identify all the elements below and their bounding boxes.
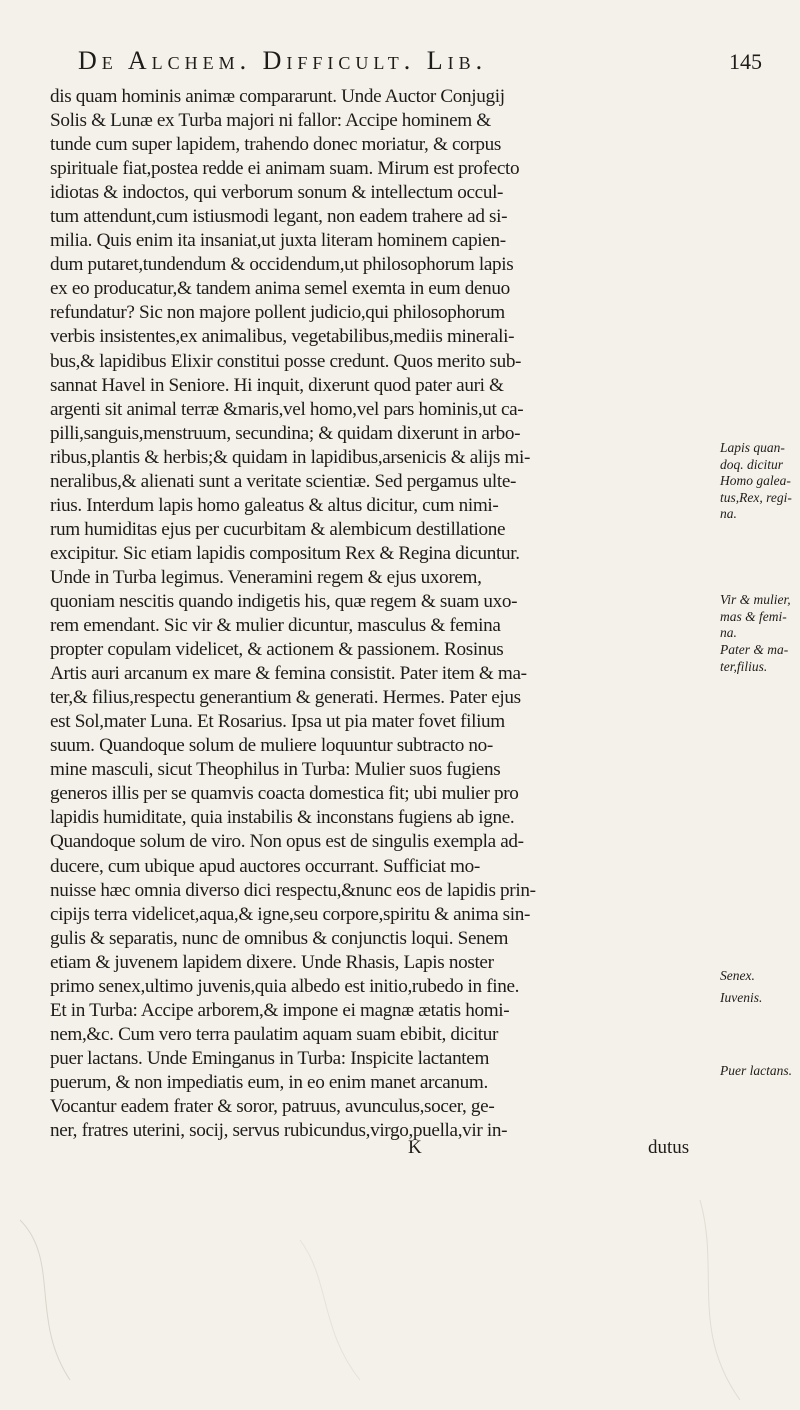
text-line: etiam & juvenem lapidem dixere. Unde Rhasis, Lapis noster <box>50 951 494 973</box>
text-line: ex eo producatur,& tandem anima semel exemta in eum denuo <box>50 278 510 300</box>
text-line: argenti sit animal terræ &maris,vel homo,vel pars hominis,ut ca- <box>50 398 524 420</box>
text-line: lapidis humiditate, quia instabilis & inconstans fugiens ab igne. <box>50 807 515 829</box>
margin-note-line: na. <box>720 625 737 640</box>
text-line: ducere, cum ubique apud auctores occurrant. Sufficiat mo- <box>50 855 480 877</box>
text-line: sannat Havel in Seniore. Hi inquit, dixerunt quod pater auri & <box>50 374 504 396</box>
text-line: puer lactans. Unde Eminganus in Turba: Inspicite lactantem <box>50 1047 490 1069</box>
margin-note-line: tus,Rex, regi- <box>720 489 792 505</box>
text-line: cipijs terra videlicet,aqua,& igne,seu corpore,spiritu & anima sin- <box>50 903 531 925</box>
margin-note-line: ter,filius. <box>720 658 768 674</box>
margin-note-vir-mulier <box>720 592 800 642</box>
text-line: neralibus,& alienati sunt a veritate scientiæ. Sed pergamus ulte- <box>50 470 517 492</box>
text-line: quoniam nescitis quando indigetis his, quæ regem & suam uxo- <box>50 590 518 612</box>
text-line: Artis auri arcanum ex mare & femina consistit. Pater item & ma- <box>50 663 527 685</box>
text-line: Vocantur eadem frater & soror, patruus, avunculus,socer, ge- <box>50 1095 495 1117</box>
margin-note-line: Homo galea- <box>720 473 791 488</box>
text-line: Et in Turba: Accipe arborem,& impone ei magnæ ætatis homi- <box>50 999 510 1021</box>
catchword: dutus <box>648 1137 690 1158</box>
text-line: dis quam hominis animæ compararunt. Unde Auctor Conjugij <box>50 86 505 107</box>
page-number: 145 <box>729 49 762 74</box>
text-line: Unde in Turba legimus. Veneramini regem & ejus uxorem, <box>50 566 482 588</box>
text-line: verbis insistentes,ex animalibus, vegetabilibus,mediis minerali- <box>50 326 515 348</box>
text-line: generos illis per se quamvis coacta domestica fit; ubi mulier pro <box>50 783 519 805</box>
text-line: tum attendunt,cum istiusmodi legant, non eadem trahere ad si- <box>50 206 508 228</box>
text-line: gulis & separatis, nunc de omnibus & conjunctis loqui. Senem <box>50 927 509 949</box>
text-line: nem,&c. Cum vero terra paulatim aquam suam ebibit, dicitur <box>50 1023 499 1045</box>
margin-note-lapis <box>720 440 800 523</box>
margin-note-senex <box>720 968 800 985</box>
paper-stain <box>0 1180 800 1410</box>
text-line: Solis & Lunæ ex Turba majori ni fallor: Accipe hominem & <box>50 110 491 132</box>
text-line: mine masculi, sicut Theophilus in Turba: Mulier suos fugiens <box>50 759 501 781</box>
text-line: idiotas & indoctos, qui verborum sonum & intellectum occul- <box>50 182 504 204</box>
text-line: propter copulam videlicet, & actionem & passionem. Rosinus <box>50 639 504 661</box>
margin-note-line: Pater & ma- <box>720 642 789 657</box>
text-line: bus,& lapidibus Elixir constitui posse credunt. Quos merito sub- <box>50 350 522 372</box>
text-line: spirituale fiat,postea redde ei animam suam. Mirum est profecto <box>50 158 520 180</box>
text-line: excipitur. Sic etiam lapidis compositum Rex & Regina dicuntur. <box>50 542 520 564</box>
margin-note-line: mas & femi- <box>720 608 787 624</box>
margin-note-line: Lapis quan- <box>720 440 785 455</box>
margin-note-line: Puer lactans. <box>720 1063 792 1078</box>
text-line: refundatur? Sic non majore pollent judicio,qui philosophorum <box>50 302 505 324</box>
margin-note-pater-mater <box>720 642 800 675</box>
text-line: ner, fratres uterini, socij, servus rubicundus,virgo,puella,vir in- <box>50 1120 508 1142</box>
signature-mark: K <box>408 1137 422 1158</box>
text-line: dum putaret,tundendum & occidendum,ut philosophorum lapis <box>50 254 514 276</box>
text-line: tunde cum super lapidem, trahendo donec moriatur, & corpus <box>50 134 502 156</box>
margin-note-line: Iuvenis. <box>720 990 763 1005</box>
text-line: nuisse hæc omnia diverso dici respectu,&nunc eos de lapidis prin- <box>50 879 536 901</box>
margin-note-juvenis <box>720 990 800 1007</box>
text-line: ter,& filius,respectu generantium & generati. Hermes. Pater ejus <box>50 687 521 709</box>
margin-note-line: Vir & mulier, <box>720 592 791 607</box>
margin-note-puer-lactans <box>720 1063 800 1080</box>
text-line: rius. Interdum lapis homo galeatus & altus dicitur, cum nimi- <box>50 494 499 516</box>
text-line: primo senex,ultimo juvenis,quia albedo est initio,rubedo in fine. <box>50 975 520 997</box>
running-title: De Alchem. Difficult. Lib. <box>78 46 488 75</box>
text-line: est Sol,mater Luna. Et Rosarius. Ipsa ut pia mater fovet filium <box>50 711 505 733</box>
text-line: pilli,sanguis,menstruum, secundina; & quidam dixerunt in arbo- <box>50 422 521 444</box>
margin-note-line: na. <box>720 506 737 521</box>
text-line: Quandoque solum de viro. Non opus est de singulis exempla ad- <box>50 831 524 853</box>
margin-note-line: doq. dicitur <box>720 456 783 472</box>
margin-note-line: Senex. <box>720 968 755 983</box>
text-line: rum humiditas ejus per cucurbitam & alembicum destillatione <box>50 518 506 540</box>
text-line: puerum, & non impediatis eum, in eo enim manet arcanum. <box>50 1071 488 1093</box>
text-line: suum. Quandoque solum de muliere loquuntur subtracto no- <box>50 735 493 757</box>
text-line: rem emendant. Sic vir & mulier dicuntur, masculus & femina <box>50 615 501 637</box>
text-line: ribus,plantis & herbis;& quidam in lapidibus,arsenicis & alijs mi- <box>50 446 530 468</box>
page-header <box>78 46 768 88</box>
text-line: milia. Quis enim ita insaniat,ut juxta literam hominem capien- <box>50 230 506 252</box>
body-text <box>50 85 715 1143</box>
